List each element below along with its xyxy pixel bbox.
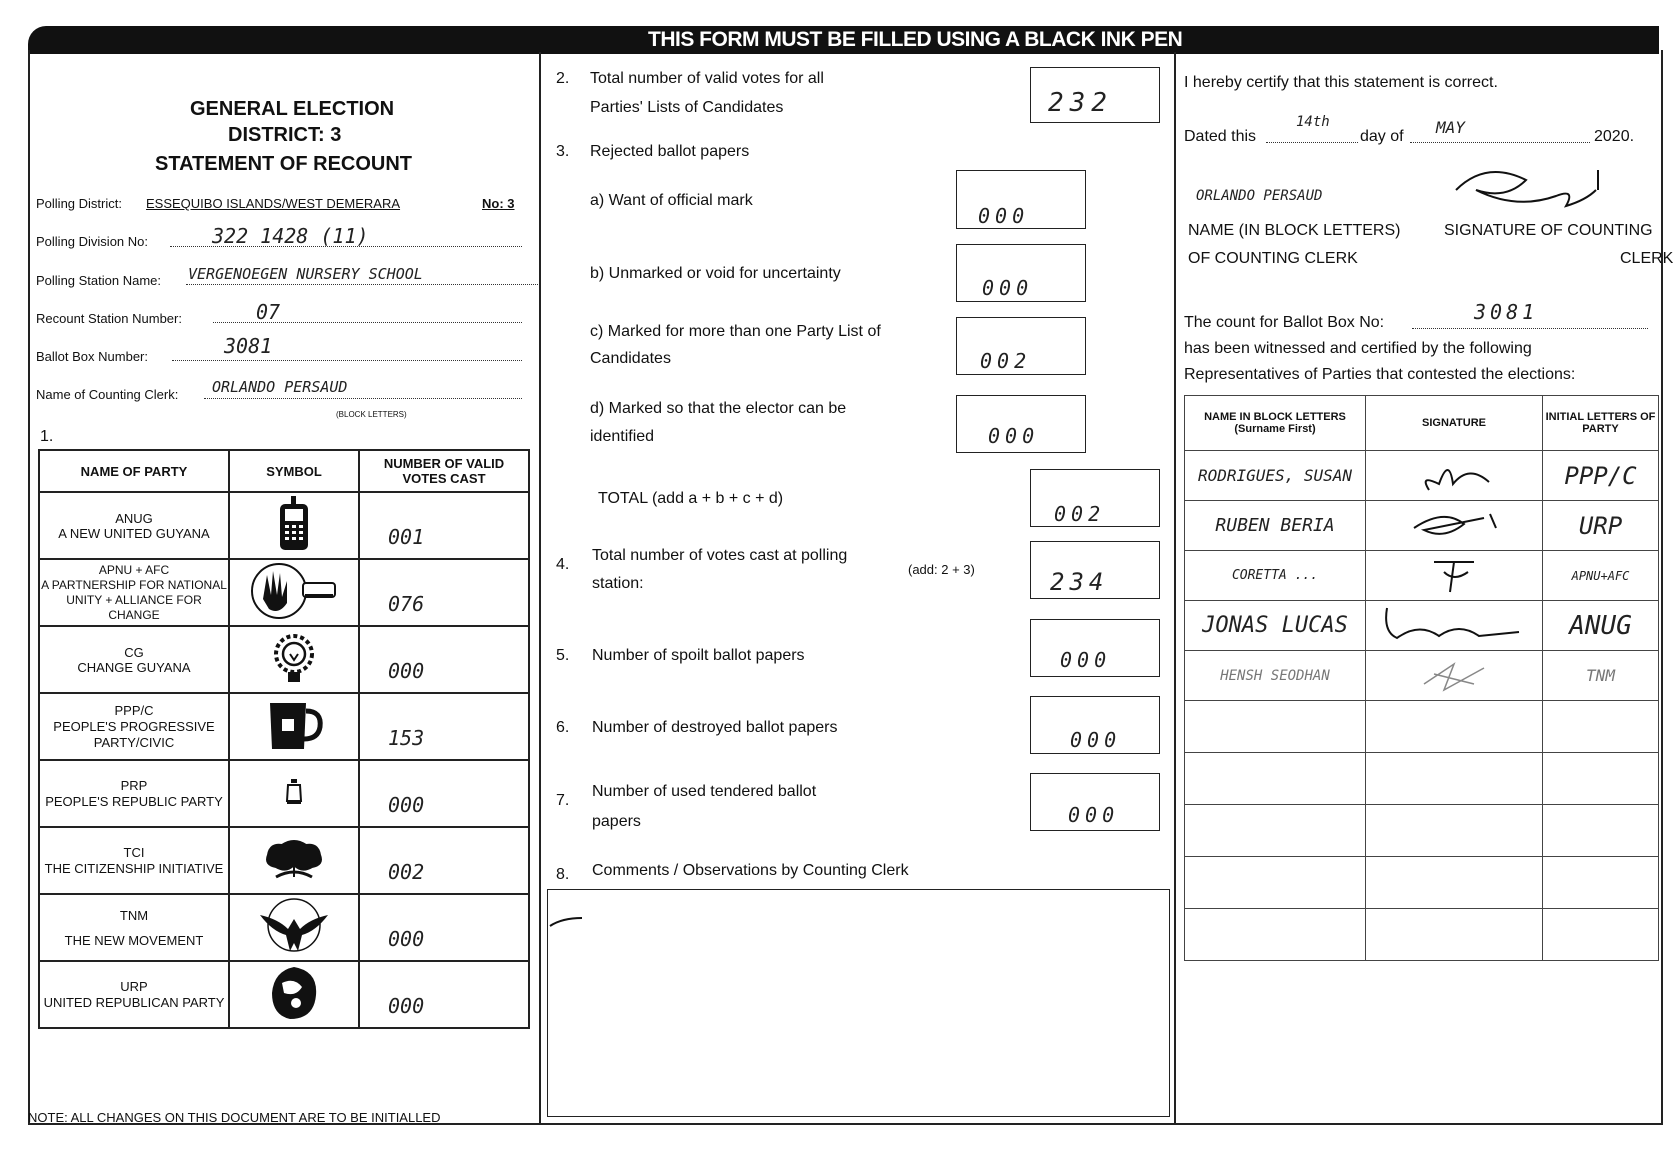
party-abbr: TCI <box>123 844 145 860</box>
dated-this-label: Dated this <box>1184 128 1257 145</box>
q3b-label: b) Unmarked or void for uncertainty <box>590 265 841 282</box>
party-abbr: URP <box>120 978 148 994</box>
party-name-cell <box>39 492 229 559</box>
tree-icon <box>262 837 326 881</box>
party-symbol-cell <box>229 693 359 760</box>
rep-signature-mark <box>1414 552 1494 596</box>
banner-text: THIS FORM MUST BE FILLED USING A BLACK INK PEN <box>640 28 1190 52</box>
party-full-name: A NEW UNITED GUYANA <box>58 525 210 541</box>
q6-number: 6. <box>556 719 570 736</box>
table-row-empty <box>1185 909 1659 961</box>
table-row-empty <box>1185 701 1659 753</box>
party-symbol-cell <box>229 626 359 693</box>
count-ballot-box-label: The count for Ballot Box No: <box>1184 314 1385 331</box>
header-valid-votes: NUMBER OF VALID VOTES CAST <box>359 450 529 492</box>
q8-label: Comments / Observations by Counting Clerk <box>592 862 909 879</box>
rep-party-cell: PPP/C <box>1543 451 1659 501</box>
station-name-label: Polling Station Name: <box>36 273 162 288</box>
name-block-label-1: NAME (IN BLOCK LETTERS) <box>1188 222 1401 239</box>
table-row <box>1185 651 1659 701</box>
q3d-value: 000 <box>988 424 1040 448</box>
rep-party-cell: ANUG <box>1543 601 1659 651</box>
table-row <box>39 760 529 827</box>
party-full-name: UNITED REPUBLICAN PARTY <box>43 994 225 1010</box>
q2-number: 2. <box>556 70 570 87</box>
q3a-value: 000 <box>978 204 1030 228</box>
q4-label-line2: station: <box>592 575 644 592</box>
rep-signature-cell <box>1366 551 1543 601</box>
party-name-cell <box>39 894 229 961</box>
q7-label-line1: Number of used tendered ballot <box>592 783 817 800</box>
table-row-empty <box>1185 753 1659 805</box>
table-row <box>1185 451 1659 501</box>
party-full-name: PEOPLE'S PROGRESSIVE PARTY/CIVIC <box>53 718 215 750</box>
party-abbr: ANUG <box>115 510 153 526</box>
day-value: 14th <box>1296 114 1330 130</box>
party-name-cell <box>39 626 229 693</box>
clerk-name-value: ORLANDO PERSAUD <box>1196 188 1323 204</box>
q3d-label-line1: d) Marked so that the elector can be <box>590 400 847 417</box>
party-symbol-cell <box>229 961 359 1028</box>
party-abbr: APNU + AFC <box>98 562 170 577</box>
party-abbr: TNM <box>119 907 149 923</box>
rep-signature-cell <box>1366 651 1543 701</box>
rep-signature-mark <box>1409 454 1499 494</box>
rep-name-cell: RUBEN BERIA <box>1185 501 1366 551</box>
q4-add-note: (add: 2 + 3) <box>908 562 975 577</box>
party-symbol-cell <box>229 827 359 894</box>
initial-changes-note: NOTE: ALL CHANGES ON THIS DOCUMENT ARE TO BE INITIALLED <box>28 1110 441 1125</box>
station-name-line <box>186 284 538 285</box>
fish-icon <box>266 963 322 1023</box>
q3c-label-line1: c) Marked for more than one Party List of <box>590 323 881 340</box>
polling-district-label: Polling District: <box>36 196 122 211</box>
rep-name-cell: JONAS LUCAS <box>1185 601 1366 651</box>
title-statement: STATEMENT OF RECOUNT <box>155 153 413 175</box>
reps-table-header <box>1185 396 1659 451</box>
party-votes-cell: 153 <box>359 693 529 760</box>
polling-district-no: No: 3 <box>482 196 515 211</box>
party-votes-cell: 076 <box>359 559 529 626</box>
count-ballot-box-value: 3081 <box>1474 300 1539 324</box>
clerk-label: Name of Counting Clerk: <box>36 387 179 402</box>
q5-number: 5. <box>556 647 570 664</box>
witness-line-1: has been witnessed and certified by the following <box>1184 340 1532 357</box>
q4-value: 234 <box>1050 568 1109 596</box>
rep-signature-mark <box>1404 504 1504 544</box>
count-line <box>1412 328 1648 329</box>
comments-box <box>547 889 1170 1117</box>
q2-label-line1: Total number of valid votes for all <box>590 70 824 87</box>
station-name-value: VERGENOEGEN NURSERY SCHOOL <box>188 265 423 283</box>
q8-number: 8. <box>556 866 570 883</box>
rep-signature-cell <box>1366 501 1543 551</box>
clerk-signature <box>1446 160 1616 220</box>
header-name-of-party: NAME OF PARTY <box>39 450 229 492</box>
polling-district-value: ESSEQUIBO ISLANDS/WEST DEMERARA <box>146 196 401 211</box>
rep-name-cell: CORETTA ... <box>1185 551 1366 601</box>
certify-text: I hereby certify that this statement is correct. <box>1184 74 1498 91</box>
q4-number: 4. <box>556 556 570 573</box>
rep-name-cell: HENSH SEODHAN <box>1185 651 1366 701</box>
q7-label-line2: papers <box>592 813 641 830</box>
table-row <box>39 693 529 760</box>
clerk-line <box>204 398 522 399</box>
q3c-label-line2: Candidates <box>590 350 671 367</box>
mobile-phone-icon <box>277 496 311 552</box>
header-symbol: SYMBOL <box>229 450 359 492</box>
party-symbol-cell <box>229 492 359 559</box>
header-rep-party: INITIAL LETTERS OF PARTY <box>1543 396 1659 451</box>
rep-signature-mark <box>1414 654 1494 694</box>
total-value: 002 <box>1054 502 1106 526</box>
eagle-icon <box>258 897 330 955</box>
q5-label: Number of spoilt ballot papers <box>592 647 805 664</box>
column-divider-1 <box>539 52 541 1124</box>
q6-label: Number of destroyed ballot papers <box>592 719 838 736</box>
rep-signature-cell <box>1366 601 1543 651</box>
q2-label-line2: Parties' Lists of Candidates <box>590 99 784 116</box>
rep-name-cell: RODRIGUES, SUSAN <box>1185 451 1366 501</box>
party-full-name: PEOPLE'S REPUBLIC PARTY <box>45 793 223 809</box>
day-of-label: day of <box>1360 128 1404 145</box>
q4-label-line1: Total number of votes cast at polling <box>592 547 848 564</box>
party-name-cell <box>39 559 229 626</box>
name-block-label-2: OF COUNTING CLERK <box>1188 250 1358 267</box>
block-letters-note: (BLOCK LETTERS) <box>336 410 407 419</box>
q5-value: 000 <box>1060 648 1112 672</box>
polling-division-label: Polling Division No: <box>36 234 148 249</box>
q2-value: 232 <box>1048 88 1113 118</box>
table-row-empty <box>1185 857 1659 909</box>
ballot-box-line <box>172 360 522 361</box>
column-divider-2 <box>1174 52 1176 1124</box>
clerk-value: ORLANDO PERSAUD <box>212 378 348 396</box>
header-rep-name: NAME IN BLOCK LETTERS (Surname First) <box>1185 396 1366 451</box>
table-row <box>39 626 529 693</box>
lantern-icon <box>285 779 303 805</box>
year-label: 2020. <box>1594 128 1635 145</box>
party-symbol-cell <box>229 760 359 827</box>
party-votes-cell: 000 <box>359 894 529 961</box>
party-votes-cell: 000 <box>359 760 529 827</box>
title-district: DISTRICT: 3 <box>228 124 342 146</box>
polling-division-value: 322 1428 (11) <box>212 224 369 248</box>
table-row <box>39 961 529 1028</box>
party-votes-cell: 001 <box>359 492 529 559</box>
ballot-box-value: 3081 <box>224 334 273 358</box>
q7-value: 000 <box>1068 803 1120 827</box>
month-value: MAY <box>1436 118 1465 137</box>
party-full-name: A PARTNERSHIP FOR NATIONAL UNITY + ALLIANCE FOR CHANGE <box>41 577 227 622</box>
q3d-label-line2: identified <box>590 428 655 445</box>
rep-party-cell: APNU+AFC <box>1543 551 1659 601</box>
party-symbol-cell <box>229 559 359 626</box>
recount-station-label: Recount Station Number: <box>36 311 182 326</box>
party-votes-table <box>38 449 530 1029</box>
rep-signature-cell <box>1366 451 1543 501</box>
signature-clerk-label-1: SIGNATURE OF COUNTING <box>1444 222 1653 239</box>
party-abbr: PPP/C <box>114 702 154 718</box>
total-label: TOTAL (add a + b + c + d) <box>598 490 784 507</box>
q3a-label: a) Want of official mark <box>590 192 753 209</box>
witness-line-2: Representatives of Parties that contested the elections: <box>1184 366 1576 383</box>
table-row <box>39 559 529 626</box>
q7-number: 7. <box>556 792 570 809</box>
party-abbr: PRP <box>120 777 148 793</box>
party-votes-cell: 000 <box>359 961 529 1028</box>
q6-value: 000 <box>1070 728 1122 752</box>
party-full-name: CHANGE GUYANA <box>77 659 191 675</box>
table-row <box>1185 551 1659 601</box>
signature-clerk-label-2: CLERK <box>1620 250 1673 267</box>
table-row <box>39 492 529 559</box>
party-full-name: THE CITIZENSHIP INITIATIVE <box>44 860 224 876</box>
lightbulb-icon <box>271 630 317 686</box>
q3-number: 3. <box>556 143 570 160</box>
party-abbr: CG <box>124 644 144 660</box>
section-1-label: 1. <box>40 428 54 445</box>
party-symbol-cell <box>229 894 359 961</box>
q3c-value: 002 <box>980 349 1032 373</box>
rep-party-cell: URP <box>1543 501 1659 551</box>
party-votes-cell: 002 <box>359 827 529 894</box>
hand-key-icon <box>249 561 339 621</box>
month-line <box>1410 142 1590 143</box>
table-row-empty <box>1185 805 1659 857</box>
rep-signature-mark <box>1379 602 1529 646</box>
comment-pen-mark <box>548 914 584 928</box>
party-table-header <box>39 450 529 492</box>
cup-icon <box>264 697 324 753</box>
recount-station-value: 07 <box>256 300 281 324</box>
party-name-cell <box>39 961 229 1028</box>
table-row <box>1185 501 1659 551</box>
table-row <box>1185 601 1659 651</box>
day-line <box>1266 142 1358 143</box>
ballot-box-label: Ballot Box Number: <box>36 349 148 364</box>
party-full-name: THE NEW MOVEMENT <box>64 932 204 948</box>
q3b-value: 000 <box>982 276 1034 300</box>
party-name-cell <box>39 693 229 760</box>
title-general-election: GENERAL ELECTION <box>190 98 395 120</box>
rep-party-cell: TNM <box>1543 651 1659 701</box>
party-name-cell <box>39 827 229 894</box>
header-rep-signature: SIGNATURE <box>1366 396 1543 451</box>
party-votes-cell: 000 <box>359 626 529 693</box>
representatives-table <box>1184 395 1659 961</box>
q3-label: Rejected ballot papers <box>590 143 750 160</box>
party-name-cell <box>39 760 229 827</box>
table-row <box>39 827 529 894</box>
table-row <box>39 894 529 961</box>
